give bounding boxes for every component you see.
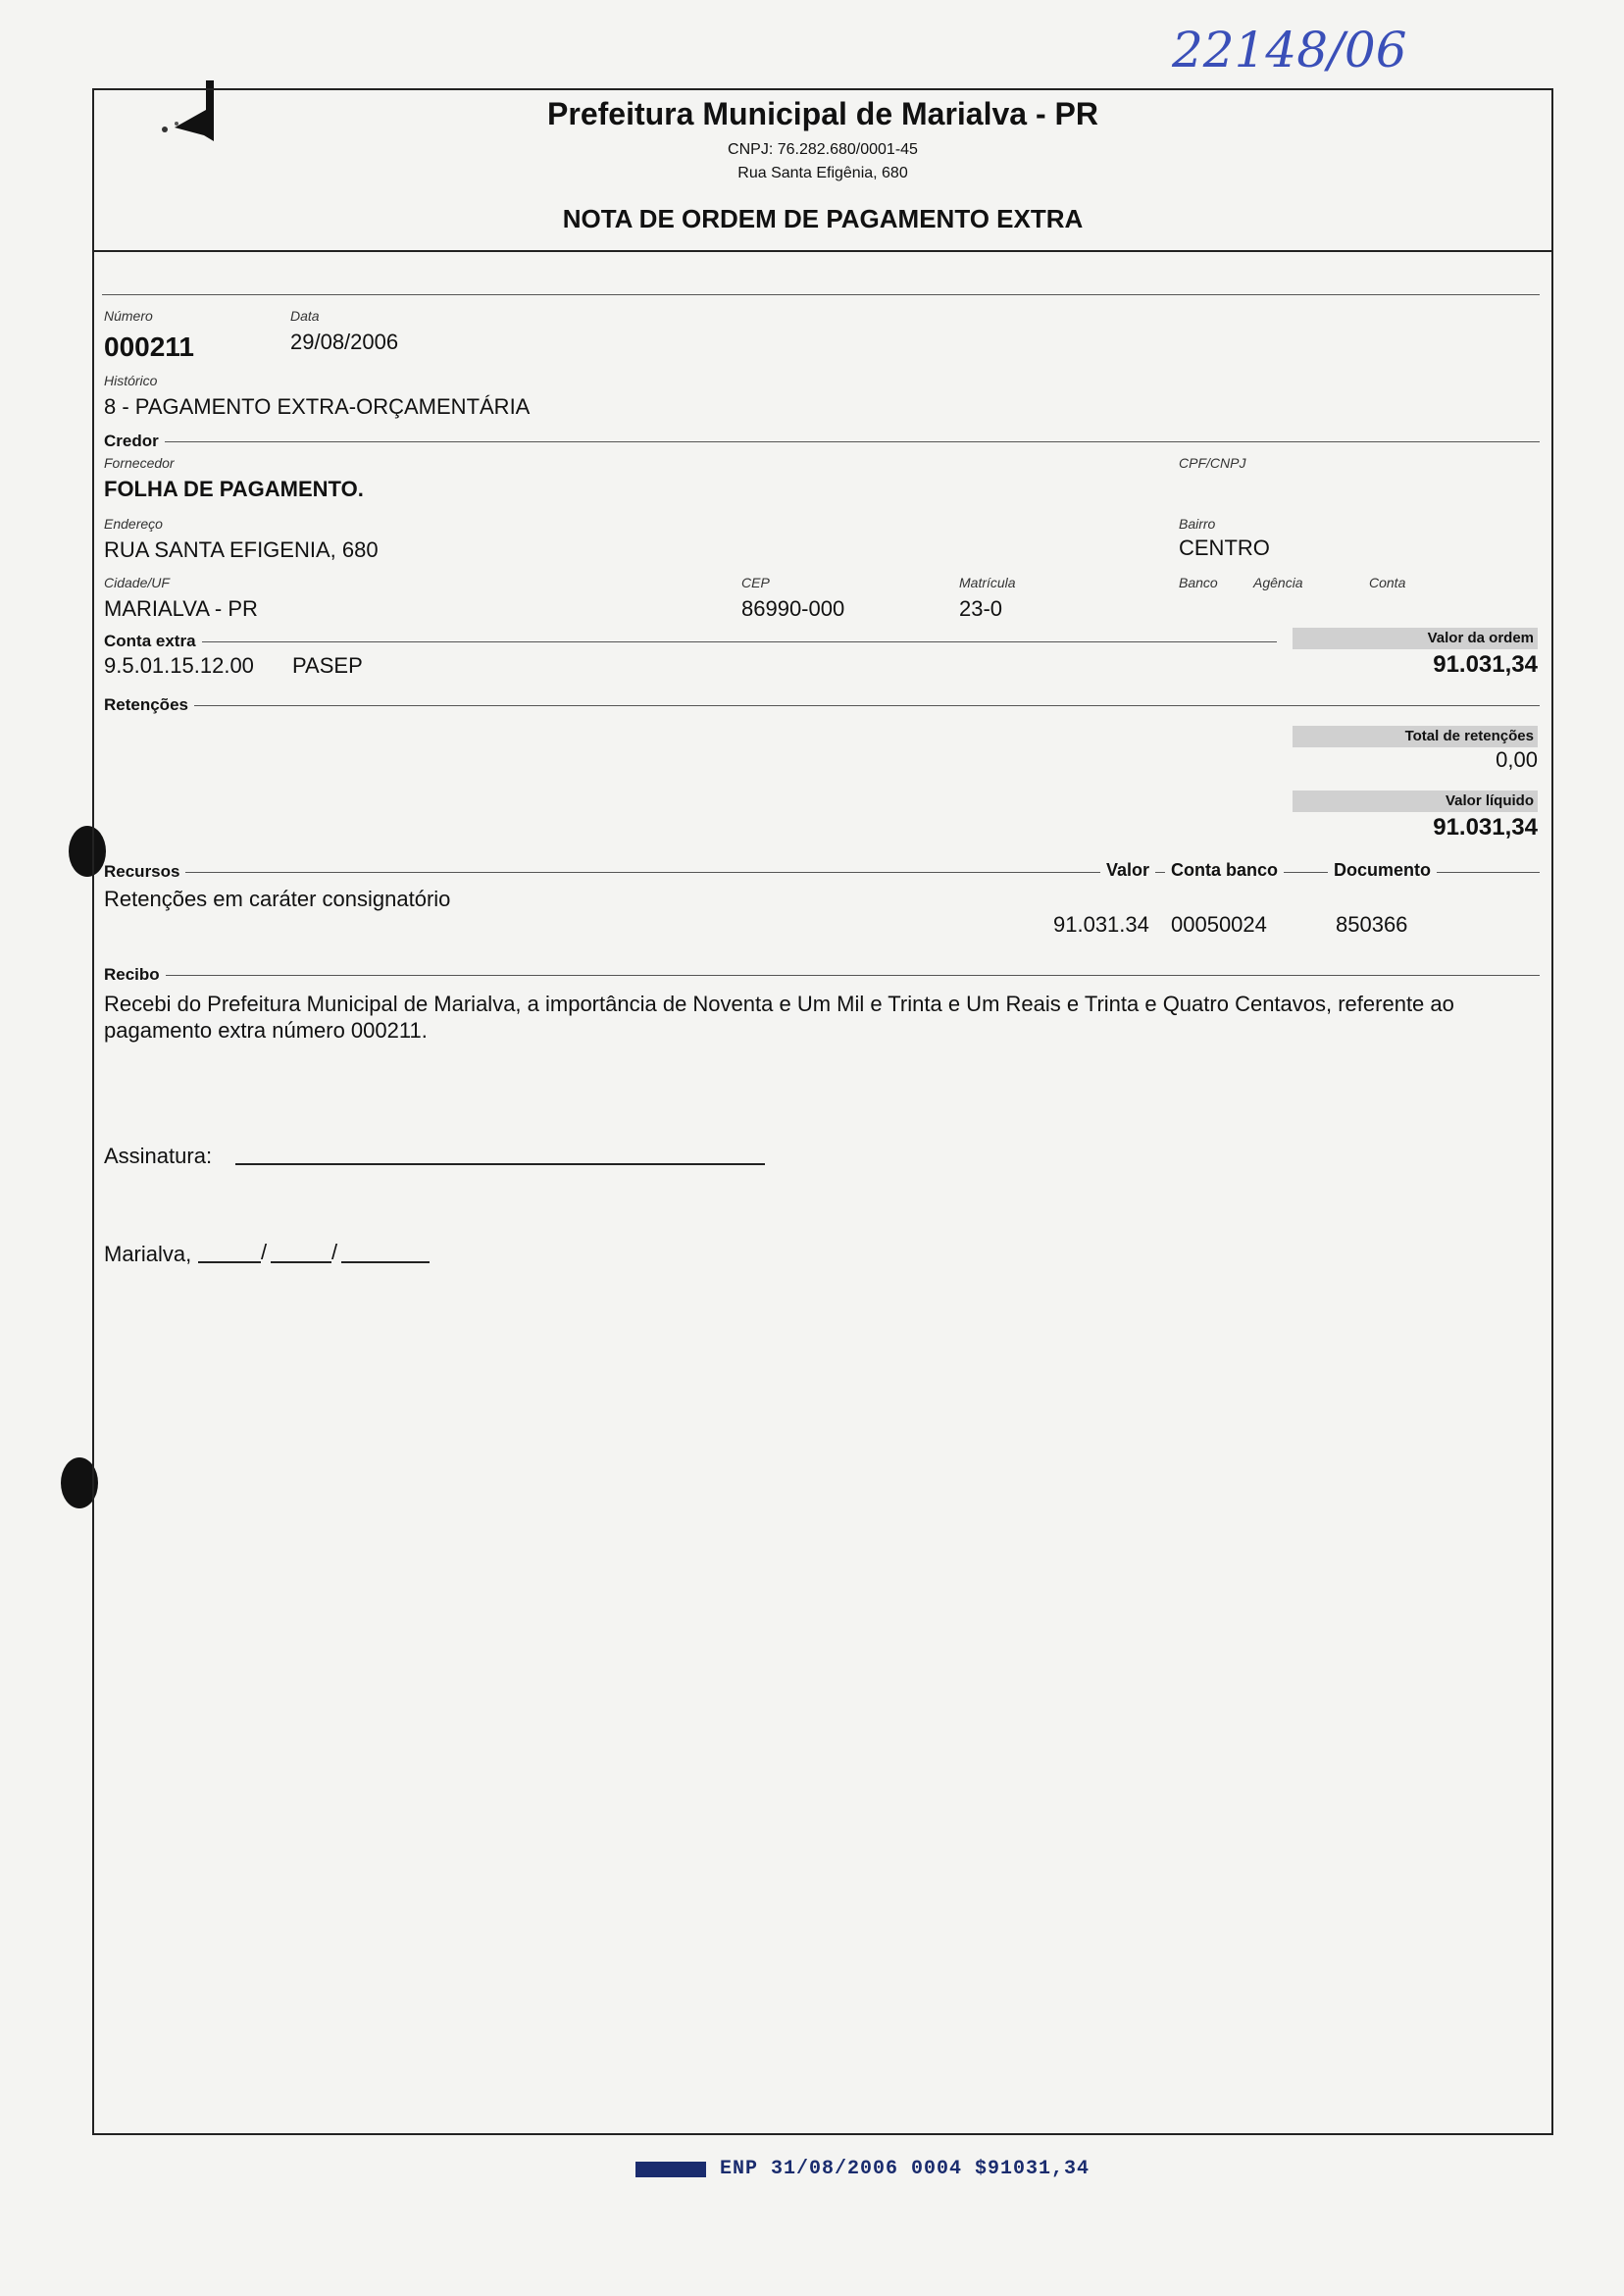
header-separator [92,250,1553,252]
recursos-conta-banco-header: Conta banco [1165,860,1284,881]
org-address: Rua Santa Efigênia, 680 [737,165,908,181]
endereco-label: Endereço [104,516,163,532]
org-cnpj: CNPJ: 76.282.680/0001-45 [728,141,918,158]
conta-label: Conta [1369,575,1406,590]
recibo-section-title: Recibo [104,965,166,985]
conta-extra-section-title: Conta extra [104,632,202,651]
credor-line [104,441,1540,442]
total-retencoes-label: Total de retenções [1293,726,1538,747]
date-slash-2: / [331,1240,338,1264]
matricula-value: 23-0 [959,596,1003,621]
handwritten-protocol-number: 22148/06 [1172,22,1407,78]
valor-liquido-label: Valor líquido [1293,791,1538,812]
recursos-valor: 91.031.34 [1053,912,1149,937]
stamp-logo-icon [635,2162,706,2177]
conta-extra-name: PASEP [292,653,363,678]
recursos-valor-header: Valor [1100,860,1155,881]
recibo-line [104,975,1540,976]
recursos-descricao: Retenções em caráter consignatório [104,887,451,911]
recursos-section-title: Recursos [104,862,185,882]
assinatura-label: Assinatura: [104,1144,213,1168]
recursos-documento-header: Documento [1328,860,1437,881]
top-divider [102,294,1540,295]
numero-label: Número [104,308,153,324]
cidade-label: Cidade/UF [104,575,170,590]
date-day-line[interactable] [198,1261,261,1263]
fornecedor-label: Fornecedor [104,455,175,471]
conta-extra-code: 9.5.01.15.12.00 [104,653,254,678]
credor-section-title: Credor [104,432,165,451]
data-value: 29/08/2006 [290,330,399,354]
recibo-text: Recebi do Prefeitura Municipal de Marialva, a importância de Noventa e Um Mil e Trinta e Um Reais e Trinta e Quatro Centavos, referente ao pagamento extra número 000211. [104,992,1454,1043]
stamp-text: ENP 31/08/2006 0004 $91031,34 [720,2158,1091,2180]
total-retencoes-value: 0,00 [1496,747,1538,772]
bairro-label: Bairro [1179,516,1216,532]
bairro-value: CENTRO [1179,536,1270,560]
date-month-line[interactable] [271,1261,331,1263]
cidade-value: MARIALVA - PR [104,596,258,621]
retencoes-line [104,705,1540,706]
historico-label: Histórico [104,373,158,388]
endereco-value: RUA SANTA EFIGENIA, 680 [104,537,379,562]
date-year-line[interactable] [341,1261,430,1263]
mechanical-stamp [635,2158,1090,2180]
valor-ordem-value: 91.031,34 [1433,651,1538,678]
matricula-label: Matrícula [959,575,1016,590]
fornecedor-value: FOLHA DE PAGAMENTO. [104,477,364,501]
org-name: Prefeitura Municipal de Marialva - PR [547,96,1098,131]
date-slash-1: / [261,1240,268,1264]
cep-value: 86990-000 [741,596,845,621]
cep-label: CEP [741,575,770,590]
cpf-cnpj-label: CPF/CNPJ [1179,455,1246,471]
assinatura-line[interactable] [235,1163,765,1165]
banco-label: Banco [1179,575,1218,590]
retencoes-section-title: Retenções [104,695,194,715]
recursos-documento: 850366 [1336,912,1408,937]
local-data-label: Marialva, [104,1242,192,1266]
conta-extra-line [104,641,1277,642]
historico-value: 8 - PAGAMENTO EXTRA-ORÇAMENTÁRIA [104,394,531,419]
recursos-line [104,872,1540,873]
document-title: NOTA DE ORDEM DE PAGAMENTO EXTRA [562,204,1084,233]
numero-value: 000211 [104,332,194,362]
valor-liquido-value: 91.031,34 [1433,814,1538,841]
recursos-conta-banco: 00050024 [1171,912,1267,937]
valor-ordem-label: Valor da ordem [1293,628,1538,649]
agencia-label: Agência [1253,575,1303,590]
data-label: Data [290,308,320,324]
